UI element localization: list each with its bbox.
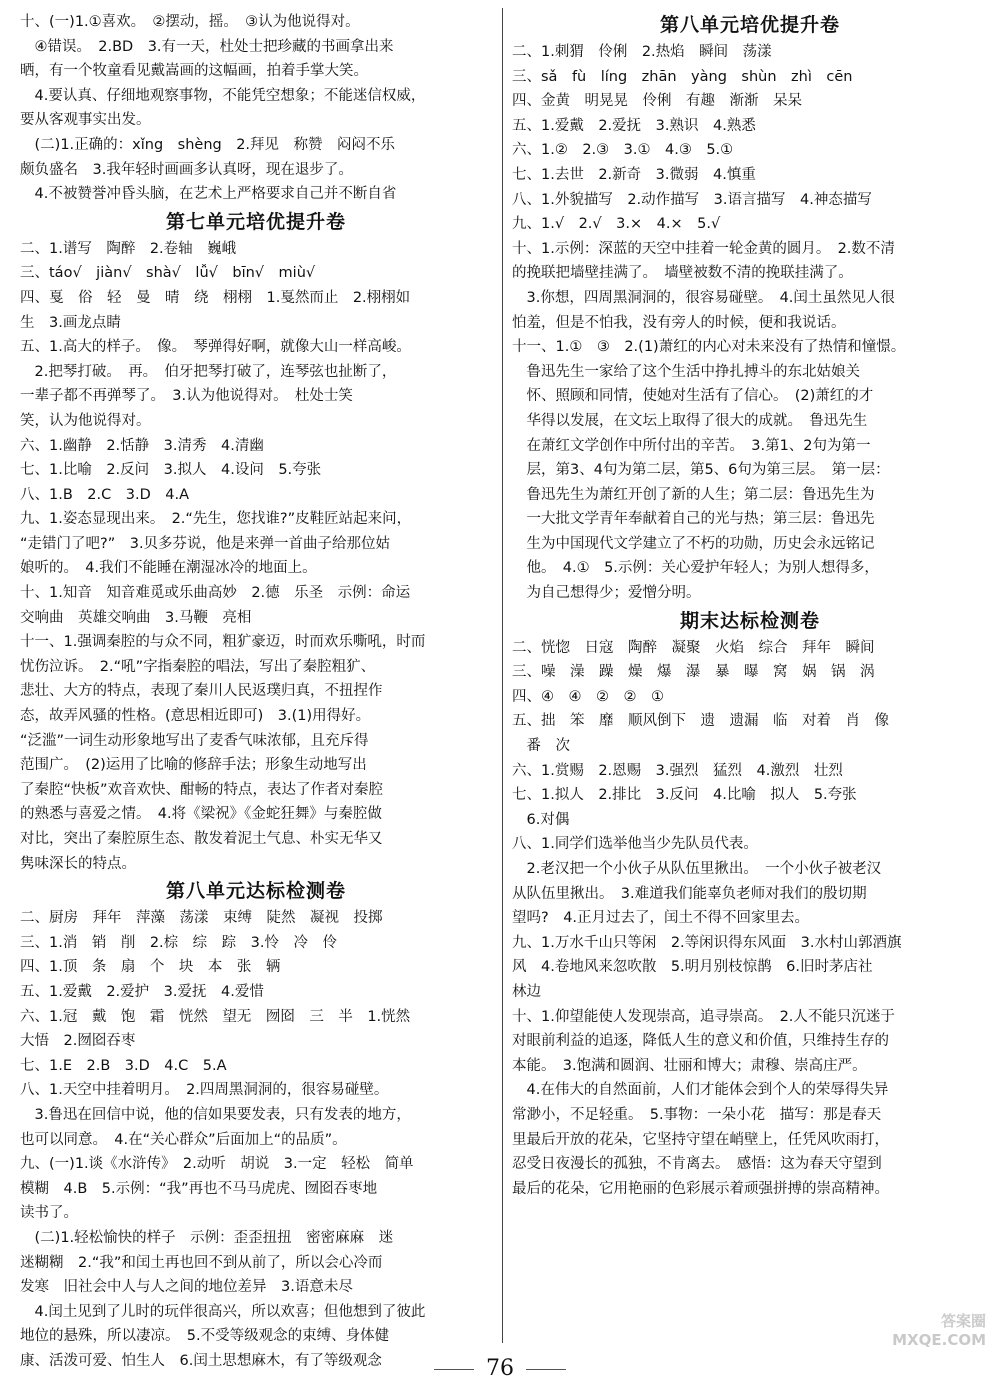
answer-line: 6.对偶 xyxy=(512,811,570,828)
answer-line: 地位的悬殊，所以凄凉。 5.不受等级观念的束缚、身体健 xyxy=(20,1328,390,1345)
answer-line: 六、1.幽静 2.恬静 3.清秀 4.清幽 xyxy=(20,437,264,454)
answer-line: 三、噪 澡 躁 燥 爆 瀑 暴 曝 窝 娲 锅 涡 xyxy=(512,664,875,681)
answer-line: 忧伤泣诉。 2.“吼”字指秦腔的唱法，写出了秦腔粗犷、 xyxy=(20,658,376,675)
answer-line: 的挽联把墙壁挂满了。 墙壁被数不清的挽联挂满了。 xyxy=(512,265,853,282)
answer-line: 态，故弄风骚的性格。(意思相近即可) 3.(1)用得好。 xyxy=(20,708,371,725)
right-column xyxy=(512,10,988,1201)
watermark-text-top: 答案圈 xyxy=(940,1312,986,1330)
answer-line: 为自己想得少；爱憎分明。 xyxy=(512,585,701,602)
answer-line: 范围广。 (2)运用了比喻的修辞手法；形象生动地写出 xyxy=(20,757,367,774)
answer-line: 十、1.示例：深蓝的天空中挂着一轮金黄的圆月。 2.数不清 xyxy=(512,240,895,257)
answer-line: 也可以同意。 4.在“关心群众”后面加上“的品质”。 xyxy=(20,1131,347,1148)
answer-line: 4.不被赞誉冲昏头脑，在艺术上严格要求自己并不断自省 xyxy=(20,186,397,203)
answer-line: 一辈子都不再弹琴了。 3.认为他说得对。 杜处士笑 xyxy=(20,388,353,405)
section-title: 期末达标检测卷 xyxy=(679,609,820,632)
answer-line: 三、sǎ fù líng zhān yàng shùn zhì cēn xyxy=(512,68,853,85)
answer-line: 六、1.冠 戴 饱 霜 恍然 望无 囫囵 三 半 1.恍然 xyxy=(20,1008,411,1025)
answer-line: 九、1.万水千山只等闲 2.等闲识得东风面 3.水村山郭酒旗 xyxy=(512,934,902,951)
left-column xyxy=(20,10,492,1373)
answer-line: 三、1.消 销 削 2.棕 综 踪 3.怜 冷 伶 xyxy=(20,934,338,951)
answer-line: 最后的花朵，它用艳丽的色彩展示着顽强拼搏的崇高精神。 xyxy=(512,1180,889,1197)
answer-line: 模糊 4.B 5.示例：“我”再也不马马虎虎、囫囵吞枣地 xyxy=(20,1180,378,1197)
answer-line: 五、1.爱戴 2.爱抚 3.熟识 4.熟悉 xyxy=(512,117,756,134)
answer-line: 九、1.姿态显现出来。 2.“先生，您找谁?”皮鞋匠站起来问， xyxy=(20,511,412,528)
section-title: 第八单元培优提升卷 xyxy=(659,14,840,36)
footer-dash-left xyxy=(434,1369,474,1370)
page-footer xyxy=(0,1356,1000,1381)
answer-line: 读书了。 xyxy=(20,1205,78,1222)
answer-line: 他。 4.① 5.示例：关心爱护年轻人；为别人想得多， xyxy=(512,560,879,577)
answer-line: 4.在伟大的自然面前，人们才能体会到个人的荣辱得失异 xyxy=(512,1082,889,1099)
answer-line: 四、1.顶 条 扇 个 块 本 张 辆 xyxy=(20,959,281,976)
answer-line: 九、(一)1.谈《水浒传》 2.动听 胡说 3.一定 轻松 简单 xyxy=(20,1156,414,1173)
answer-line: 七、1.比喻 2.反问 3.拟人 4.设问 5.夸张 xyxy=(20,462,322,479)
answer-line: “泛滥”一词生动形象地写出了麦香气味浓郁，且充斥得 xyxy=(20,732,369,749)
answer-line: 六、1.赏赐 2.恩赐 3.强烈 猛烈 4.激烈 壮烈 xyxy=(512,762,843,779)
answer-line: 忍受日夜漫长的孤独，不肯离去。 感悟：这为春天守望到 xyxy=(512,1156,882,1173)
answer-line: 生为中国现代文学建立了不朽的功勋，历史会永远铭记 xyxy=(512,535,875,552)
answer-line: 隽味深长的特点。 xyxy=(20,855,136,872)
answer-line: 发寒 旧社会中人与人之间的地位差异 3.语意未尽 xyxy=(20,1279,353,1296)
answer-line: 本能。 3.饱满和圆润、壮丽和博大；肃穆、崇高庄严。 xyxy=(512,1057,867,1074)
answer-line: 八、1.B 2.C 3.D 4.A xyxy=(20,486,189,503)
answer-line: 八、1.同学们选举他当少先队员代表。 xyxy=(512,836,758,853)
answer-line: 十一、1.强调秦腔的与众不同，粗犷豪迈，时而欢乐嘶吼，时而 xyxy=(20,634,426,651)
answer-line: 风 4.卷地风来忽吹散 5.明月别枝惊鹊 6.旧时茅店社 xyxy=(512,959,873,976)
answer-line: 悲壮、大方的特点，表现了秦川人民返璞归真，不扭捏作 xyxy=(20,683,383,700)
answer-line: 二、恍惚 日寇 陶醉 凝聚 火焰 综合 拜年 瞬间 xyxy=(512,639,875,656)
answer-line: 番 次 xyxy=(512,738,570,755)
answer-line: 六、1.② 2.③ 3.① 4.③ 5.① xyxy=(512,142,734,159)
answer-line: 对比，突出了秦腔原生态、散发着泥土气息、朴实无华又 xyxy=(20,831,383,847)
answer-line: 四、戛 俗 轻 曼 晴 绕 栩栩 1.戛然而止 2.栩栩如 xyxy=(20,289,411,306)
answer-line: 怕羞，但是不怕我，没有旁人的时候，便和我说话。 xyxy=(512,314,846,331)
answer-line: 笑，认为他说得对。 xyxy=(20,412,151,429)
answer-line: 从队伍里揪出。 3.难道我们能辜负老师对我们的殷切期 xyxy=(512,885,867,902)
answer-line: 迷糊糊 2.“我”和闰土再也回不到从前了，所以会心冷而 xyxy=(20,1254,383,1271)
answer-line: 一大批文学青年奉献着自己的光与热；第三层：鲁迅先 xyxy=(512,511,875,528)
answer-line: 八、1.天空中挂着明月。 2.四周黑洞洞的，很容易碰壁。 xyxy=(20,1082,389,1099)
answer-line: 七、1.去世 2.新奇 3.微弱 4.慎重 xyxy=(512,166,756,183)
answer-line: 怀、照顾和同情，使她对生活有了信心。 (2)萧红的才 xyxy=(512,388,874,405)
answer-line: 4.要认真、仔细地观察事物，不能凭空想象；不能迷信权威， xyxy=(20,87,426,104)
answer-line: 十一、1.① ③ 2.(1)萧红的内心对未来没有了热情和憧憬。 xyxy=(512,339,906,356)
answer-line: 生 3.画龙点睛 xyxy=(20,314,121,331)
answer-line: 八、1.外貌描写 2.动作描写 3.语言描写 4.神态描写 xyxy=(512,191,872,208)
answer-line: 大悟 2.囫囵吞枣 xyxy=(20,1033,136,1050)
answer-line: 二、1.刺猬 伶俐 2.热焰 瞬间 荡漾 xyxy=(512,44,772,60)
page-number: 76 xyxy=(486,1356,514,1381)
answer-line: (二)1.轻松愉快的样子 示例：歪歪扭扭 密密麻麻 迷 xyxy=(20,1229,394,1246)
answer-line: 里最后开放的花朵，它坚持守望在峭壁上，任凭风吹雨打， xyxy=(512,1131,889,1148)
answer-line: 三、táo√ jiàn√ shà√ lǚ√ bīn√ miù√ xyxy=(20,265,316,282)
answer-line: 十、1.知音 知音难觅或乐曲高妙 2.德 乐圣 示例：命运 xyxy=(20,585,411,602)
answer-line: 交响曲 英雄交响曲 3.马鞭 亮相 xyxy=(20,609,252,626)
answer-line: 五、1.高大的样子。 像。 琴弹得好啊，就像大山一样高峻。 xyxy=(20,339,411,356)
answer-line: 在萧红文学创作中所付出的辛苦。 3.第1、2句为第一 xyxy=(512,437,871,454)
answer-line: 四、④ ④ ② ② ① xyxy=(512,688,664,705)
watermark-logo xyxy=(856,1310,986,1390)
answer-line: 二、1.谱写 陶醉 2.卷轴 巍峨 xyxy=(20,240,237,257)
answer-line: 2.老汉把一个小伙子从队伍里揪出。 一个小伙子被老汉 xyxy=(512,861,882,877)
answer-line: 二、厨房 拜年 萍藻 荡漾 束缚 陡然 凝视 投掷 xyxy=(20,910,383,927)
column-divider xyxy=(502,8,503,1343)
section-title: 第八单元达标检测卷 xyxy=(165,880,346,903)
answer-line: 五、1.爱戴 2.爱护 3.爱抚 4.爱惜 xyxy=(20,983,264,1000)
answer-line: 望吗? 4.正月过去了，闰土不得不回家里去。 xyxy=(512,910,810,927)
answer-line: 鲁迅先生一家给了这个生活中挣扎搏斗的东北姑娘关 xyxy=(512,363,860,380)
answer-line: 3.你想，四周黑洞洞的，很容易碰壁。 4.闰土虽然见人很 xyxy=(512,289,895,306)
answer-line: 十、1.仰望能使人发现崇高，追寻崇高。 2.人不能只沉迷于 xyxy=(512,1008,895,1025)
answer-line: 层，第3、4句为第二层，第5、6句为第三层。 第一层： xyxy=(512,462,890,479)
answer-line: 华得以发展，在文坛上取得了很大的成就。 鲁迅先生 xyxy=(512,412,868,429)
answer-line: 五、拙 笨 靡 顺风倒下 遗 遗漏 临 对着 肖 像 xyxy=(512,713,889,730)
answer-line: 4.闰土见到了儿时的玩伴很高兴，所以欢喜；但他想到了彼此 xyxy=(20,1303,426,1320)
answer-line: 3.鲁迅在回信中说，他的信如果要发表，只有发表的地方， xyxy=(20,1106,411,1123)
answer-line: 十、(一)1.①喜欢。 ②摆动，摇。 ③认为他说得对。 xyxy=(20,14,360,30)
watermark-text-bottom: MXQE.COM xyxy=(892,1331,986,1349)
footer-dash-right xyxy=(526,1369,566,1370)
answer-line: 对眼前利益的追逐，降低人生的意义和价值，只维持生存的 xyxy=(512,1033,889,1050)
answer-line: 了秦腔“快板”欢音欢快、酣畅的特点，表达了作者对秦腔 xyxy=(20,781,384,798)
answer-line: (二)1.正确的：xǐng shèng 2.拜见 称赞 闷闷不乐 xyxy=(20,136,396,153)
answer-line: “走错门了吧?” 3.贝多芬说，他是来弹一首曲子给那位姑 xyxy=(20,535,391,552)
answer-line: 娘听的。 4.我们不能睡在潮湿冰冷的地面上。 xyxy=(20,560,317,577)
section-title: 第七单元培优提升卷 xyxy=(165,210,346,233)
answer-line: 七、1.E 2.B 3.D 4.C 5.A xyxy=(20,1057,227,1074)
answer-line: 九、1.√ 2.√ 3.× 4.× 5.√ xyxy=(512,216,721,233)
answer-line: 常渺小，不足轻重。 5.事物：一朵小花 描写：那是春天 xyxy=(512,1106,882,1123)
answer-line: ④错误。 2.BD 3.有一天，杜处士把珍藏的书画拿出来 xyxy=(20,38,394,55)
answer-line: 鲁迅先生为萧红开创了新的人生；第二层：鲁迅先生为 xyxy=(512,486,875,503)
answer-line: 要从客观事实出发。 xyxy=(20,112,151,129)
answer-line: 康、活泼可爱、怕生人 6.闰土思想麻木，有了等级观念 xyxy=(20,1352,382,1369)
answer-line: 七、1.拟人 2.排比 3.反问 4.比喻 拟人 5.夸张 xyxy=(512,787,857,804)
answer-line: 晒，有一个牧童看见戴嵩画的这幅画，拍着手掌大笑。 xyxy=(20,63,368,80)
answer-line: 颇负盛名 3.我年轻时画画多认真呀，现在退步了。 xyxy=(20,161,353,178)
answer-line: 林边 xyxy=(512,983,541,1000)
answer-line: 的熟悉与喜爱之情。 4.将《梁祝》《金蛇狂舞》与秦腔做 xyxy=(20,806,382,823)
answer-line: 四、金黄 明晃晃 伶俐 有趣 渐渐 呆呆 xyxy=(512,93,802,110)
answer-line: 2.把琴打破。 再。 伯牙把琴打破了，连琴弦也扯断了， xyxy=(20,363,397,380)
